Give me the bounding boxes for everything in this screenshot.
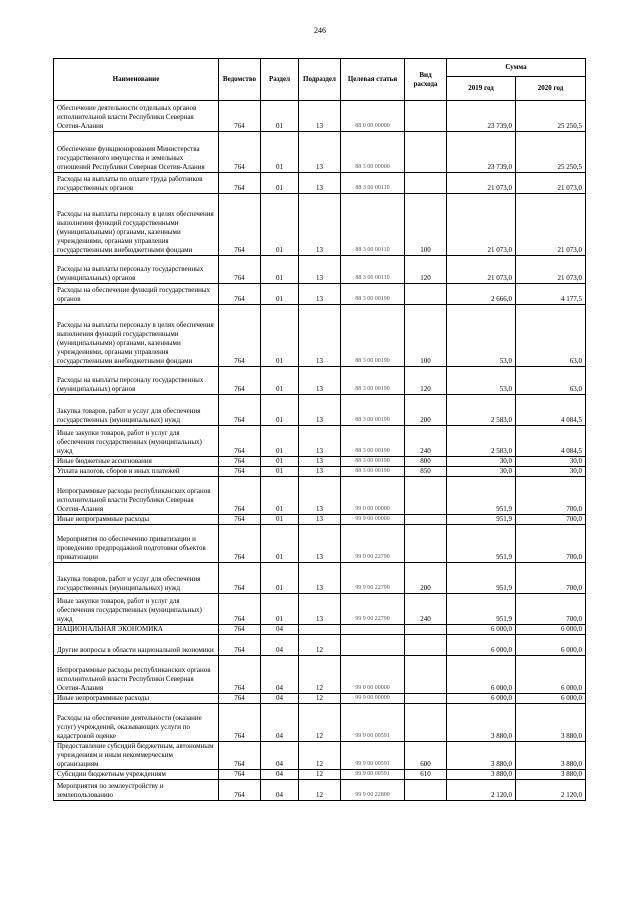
cell-sum-2020: 30,0 bbox=[516, 457, 586, 467]
header-sum: Сумма bbox=[447, 59, 586, 77]
cell-vedomstvo: 764 bbox=[219, 426, 261, 457]
cell-sum-2020: 30,0 bbox=[516, 467, 586, 477]
cell-sum-2019: 951,9 bbox=[447, 525, 516, 563]
cell-expense-type bbox=[405, 477, 447, 515]
cell-vedomstvo: 764 bbox=[219, 173, 261, 194]
cell-target-article: 88 3 00 00110 bbox=[341, 173, 405, 194]
cell-podrazdel: 12 bbox=[299, 742, 341, 770]
cell-razdel: 01 bbox=[261, 525, 299, 563]
cell-vedomstvo: 764 bbox=[219, 594, 261, 625]
cell-expense-type bbox=[405, 635, 447, 656]
cell-vedomstvo: 764 bbox=[219, 563, 261, 594]
cell-name: Субсидии бюджетным учреждениям bbox=[54, 770, 219, 780]
cell-expense-type: 100 bbox=[405, 305, 447, 367]
cell-sum-2020: 4 177,5 bbox=[516, 284, 586, 305]
cell-name: Расходы на обеспечение деятельности (оказание услуг) учреждений, оказывающих услуги по кадастровой оценке bbox=[54, 704, 219, 742]
cell-podrazdel: 12 bbox=[299, 635, 341, 656]
cell-expense-type bbox=[405, 656, 447, 694]
table-row bbox=[54, 284, 586, 305]
cell-sum-2019: 3 880,0 bbox=[447, 770, 516, 780]
cell-expense-type: 200 bbox=[405, 563, 447, 594]
cell-podrazdel: 13 bbox=[299, 284, 341, 305]
cell-target-article: 88 3 00 00190 bbox=[341, 426, 405, 457]
header-target-article: Целевая статья bbox=[341, 59, 405, 101]
cell-razdel: 01 bbox=[261, 563, 299, 594]
cell-name: Расходы на выплаты персоналу в целях обеспечения выполнения функций государственными (муниципальными) органами, казенными учреждениями, органами управления государственными внебюджетными фондами bbox=[54, 305, 219, 367]
cell-sum-2019: 951,9 bbox=[447, 594, 516, 625]
cell-expense-type: 240 bbox=[405, 426, 447, 457]
cell-razdel: 04 bbox=[261, 694, 299, 704]
cell-razdel: 01 bbox=[261, 284, 299, 305]
cell-podrazdel: 13 bbox=[299, 367, 341, 395]
cell-sum-2020: 700,0 bbox=[516, 594, 586, 625]
cell-sum-2019: 6 000,0 bbox=[447, 694, 516, 704]
table-row bbox=[54, 563, 586, 594]
cell-podrazdel: 12 bbox=[299, 656, 341, 694]
cell-name: Обеспечение функционирования Министерства государственного имущества и земельных отношений Республики Северная Осетия-Алания bbox=[54, 132, 219, 173]
cell-sum-2019: 53,0 bbox=[447, 367, 516, 395]
table-row bbox=[54, 101, 586, 132]
cell-sum-2019: 30,0 bbox=[447, 457, 516, 467]
cell-podrazdel: 13 bbox=[299, 101, 341, 132]
cell-target-article: 99 9 00 22790 bbox=[341, 563, 405, 594]
cell-target-article: 88 3 00 00110 bbox=[341, 256, 405, 284]
cell-sum-2019: 6 000,0 bbox=[447, 625, 516, 635]
cell-target-article: 99 9 00 00000 bbox=[341, 694, 405, 704]
cell-expense-type bbox=[405, 625, 447, 635]
cell-vedomstvo: 764 bbox=[219, 625, 261, 635]
cell-razdel: 01 bbox=[261, 367, 299, 395]
cell-expense-type bbox=[405, 780, 447, 801]
cell-razdel: 01 bbox=[261, 194, 299, 256]
page-number: 246 bbox=[314, 26, 326, 35]
header-razdel: Раздел bbox=[261, 59, 299, 101]
table-row bbox=[54, 305, 586, 367]
cell-razdel: 04 bbox=[261, 625, 299, 635]
budget-table bbox=[53, 58, 586, 801]
cell-name: Мероприятия по землеустройству и землепользованию bbox=[54, 780, 219, 801]
cell-sum-2020: 2 120,0 bbox=[516, 780, 586, 801]
cell-sum-2019: 6 000,0 bbox=[447, 656, 516, 694]
cell-name: Расходы на обеспечение функций государственных органов bbox=[54, 284, 219, 305]
header-year-2020: 2020 год bbox=[516, 77, 586, 101]
cell-razdel: 01 bbox=[261, 426, 299, 457]
cell-podrazdel: 13 bbox=[299, 594, 341, 625]
header-name: Наименование bbox=[54, 59, 219, 101]
cell-vedomstvo: 764 bbox=[219, 256, 261, 284]
table-row bbox=[54, 742, 586, 770]
table-row bbox=[54, 515, 586, 525]
table-row bbox=[54, 426, 586, 457]
cell-sum-2019: 2 666,0 bbox=[447, 284, 516, 305]
cell-target-article: 99 9 00 22790 bbox=[341, 594, 405, 625]
cell-sum-2020: 6 000,0 bbox=[516, 635, 586, 656]
cell-expense-type bbox=[405, 525, 447, 563]
cell-sum-2019: 951,9 bbox=[447, 515, 516, 525]
cell-razdel: 04 bbox=[261, 770, 299, 780]
cell-podrazdel bbox=[299, 625, 341, 635]
table-row bbox=[54, 367, 586, 395]
cell-expense-type: 100 bbox=[405, 194, 447, 256]
cell-podrazdel: 12 bbox=[299, 770, 341, 780]
cell-razdel: 01 bbox=[261, 132, 299, 173]
cell-podrazdel: 13 bbox=[299, 515, 341, 525]
cell-target-article: 88 3 00 00110 bbox=[341, 194, 405, 256]
cell-name: Другие вопросы в области национальной экономики bbox=[54, 635, 219, 656]
cell-sum-2019: 30,0 bbox=[447, 467, 516, 477]
header-expense-type: Вид расхода bbox=[405, 59, 447, 101]
cell-name: Предоставление субсидий бюджетным, автономным учреждениям и иным некоммерческим организациям bbox=[54, 742, 219, 770]
cell-sum-2020: 700,0 bbox=[516, 563, 586, 594]
table-row bbox=[54, 525, 586, 563]
cell-sum-2020: 4 084,5 bbox=[516, 395, 586, 426]
cell-sum-2019: 23 739,0 bbox=[447, 101, 516, 132]
cell-target-article: 99 9 00 00591 bbox=[341, 770, 405, 780]
cell-razdel: 01 bbox=[261, 477, 299, 515]
table-body bbox=[54, 101, 586, 801]
cell-sum-2019: 2 583,0 bbox=[447, 395, 516, 426]
cell-sum-2020: 700,0 bbox=[516, 477, 586, 515]
header-podrazdel: Подраздел bbox=[299, 59, 341, 101]
cell-vedomstvo: 764 bbox=[219, 780, 261, 801]
cell-expense-type: 200 bbox=[405, 395, 447, 426]
cell-razdel: 01 bbox=[261, 467, 299, 477]
cell-name: Мероприятия по обеспечению приватизации и проведению предпродажной подготовки объектов приватизации bbox=[54, 525, 219, 563]
cell-target-article: 88 3 00 00190 bbox=[341, 367, 405, 395]
cell-vedomstvo: 764 bbox=[219, 194, 261, 256]
cell-razdel: 04 bbox=[261, 635, 299, 656]
cell-name: НАЦИОНАЛЬНАЯ ЭКОНОМИКА bbox=[54, 625, 219, 635]
table-row bbox=[54, 780, 586, 801]
table-row bbox=[54, 467, 586, 477]
header-vedomstvo: Ведомство bbox=[219, 59, 261, 101]
cell-name: Иные непрограммные расходы bbox=[54, 515, 219, 525]
cell-sum-2020: 4 084,5 bbox=[516, 426, 586, 457]
table-row bbox=[54, 477, 586, 515]
cell-sum-2020: 700,0 bbox=[516, 515, 586, 525]
cell-vedomstvo: 764 bbox=[219, 742, 261, 770]
cell-vedomstvo: 764 bbox=[219, 770, 261, 780]
table-row bbox=[54, 656, 586, 694]
cell-vedomstvo: 764 bbox=[219, 477, 261, 515]
cell-vedomstvo: 764 bbox=[219, 694, 261, 704]
cell-sum-2020: 63,0 bbox=[516, 305, 586, 367]
cell-vedomstvo: 764 bbox=[219, 704, 261, 742]
table-row bbox=[54, 635, 586, 656]
cell-sum-2020: 21 073,0 bbox=[516, 194, 586, 256]
cell-podrazdel: 12 bbox=[299, 780, 341, 801]
header-year-2019: 2019 год bbox=[447, 77, 516, 101]
cell-expense-type bbox=[405, 173, 447, 194]
table-row bbox=[54, 395, 586, 426]
cell-target-article: 99 9 00 00591 bbox=[341, 742, 405, 770]
cell-expense-type: 120 bbox=[405, 256, 447, 284]
cell-podrazdel: 12 bbox=[299, 704, 341, 742]
cell-sum-2019: 21 073,0 bbox=[447, 173, 516, 194]
cell-razdel: 01 bbox=[261, 515, 299, 525]
cell-podrazdel: 13 bbox=[299, 194, 341, 256]
cell-sum-2019: 21 073,0 bbox=[447, 256, 516, 284]
cell-name: Иные закупки товаров, работ и услуг для обеспечения государственных (муниципальных) нужд bbox=[54, 426, 219, 457]
cell-sum-2019: 6 000,0 bbox=[447, 635, 516, 656]
cell-target-article: 88 0 00 00000 bbox=[341, 101, 405, 132]
cell-podrazdel: 13 bbox=[299, 457, 341, 467]
cell-target-article: 99 9 00 00000 bbox=[341, 515, 405, 525]
cell-vedomstvo: 764 bbox=[219, 515, 261, 525]
cell-expense-type bbox=[405, 284, 447, 305]
cell-sum-2019: 21 073,0 bbox=[447, 194, 516, 256]
cell-sum-2020: 700,0 bbox=[516, 525, 586, 563]
cell-vedomstvo: 764 bbox=[219, 305, 261, 367]
table-row bbox=[54, 132, 586, 173]
cell-sum-2020: 21 073,0 bbox=[516, 173, 586, 194]
cell-name: Закупка товаров, работ и услуг для обеспечения государственных (муниципальных) нужд bbox=[54, 395, 219, 426]
cell-name: Непрограммные расходы республиканских органов исполнительной власти Республики Северная Осетия-Алания bbox=[54, 656, 219, 694]
cell-razdel: 04 bbox=[261, 656, 299, 694]
cell-razdel: 04 bbox=[261, 704, 299, 742]
cell-expense-type bbox=[405, 694, 447, 704]
cell-sum-2019: 951,9 bbox=[447, 563, 516, 594]
cell-target-article: 88 3 00 00190 bbox=[341, 467, 405, 477]
cell-target-article: 88 3 00 00190 bbox=[341, 305, 405, 367]
cell-expense-type bbox=[405, 101, 447, 132]
cell-vedomstvo: 764 bbox=[219, 367, 261, 395]
cell-razdel: 01 bbox=[261, 395, 299, 426]
table-row bbox=[54, 173, 586, 194]
cell-name: Уплата налогов, сборов и иных платежей bbox=[54, 467, 219, 477]
table-row bbox=[54, 625, 586, 635]
cell-podrazdel: 13 bbox=[299, 132, 341, 173]
cell-target-article bbox=[341, 625, 405, 635]
cell-sum-2020: 3 880,0 bbox=[516, 704, 586, 742]
cell-target-article bbox=[341, 635, 405, 656]
table-row bbox=[54, 704, 586, 742]
cell-podrazdel: 13 bbox=[299, 563, 341, 594]
cell-podrazdel: 13 bbox=[299, 426, 341, 457]
cell-name: Расходы на выплаты персоналу государственных (муниципальных) органов bbox=[54, 256, 219, 284]
cell-sum-2019: 3 880,0 bbox=[447, 704, 516, 742]
cell-expense-type: 600 bbox=[405, 742, 447, 770]
cell-razdel: 01 bbox=[261, 173, 299, 194]
cell-name: Расходы на выплаты персоналу государственных (муниципальных) органов bbox=[54, 367, 219, 395]
cell-razdel: 01 bbox=[261, 457, 299, 467]
cell-expense-type bbox=[405, 704, 447, 742]
cell-sum-2019: 3 880,0 bbox=[447, 742, 516, 770]
cell-expense-type: 610 bbox=[405, 770, 447, 780]
cell-razdel: 04 bbox=[261, 742, 299, 770]
cell-sum-2019: 53,0 bbox=[447, 305, 516, 367]
cell-sum-2020: 21 073,0 bbox=[516, 256, 586, 284]
cell-razdel: 04 bbox=[261, 780, 299, 801]
cell-podrazdel: 13 bbox=[299, 173, 341, 194]
table-row bbox=[54, 694, 586, 704]
cell-name: Обеспечение деятельности отдельных органов исполнительной власти Республики Северная Осетия-Алания bbox=[54, 101, 219, 132]
cell-podrazdel: 13 bbox=[299, 467, 341, 477]
cell-vedomstvo: 764 bbox=[219, 101, 261, 132]
cell-sum-2019: 951,9 bbox=[447, 477, 516, 515]
cell-sum-2020: 25 250,5 bbox=[516, 132, 586, 173]
cell-name: Иные непрограммные расходы bbox=[54, 694, 219, 704]
cell-sum-2020: 25 250,5 bbox=[516, 101, 586, 132]
cell-vedomstvo: 764 bbox=[219, 284, 261, 305]
table-row bbox=[54, 594, 586, 625]
cell-vedomstvo: 764 bbox=[219, 467, 261, 477]
cell-sum-2020: 3 880,0 bbox=[516, 770, 586, 780]
cell-sum-2020: 6 000,0 bbox=[516, 694, 586, 704]
cell-sum-2019: 23 739,0 bbox=[447, 132, 516, 173]
cell-target-article: 99 9 00 22800 bbox=[341, 780, 405, 801]
cell-name: Расходы на выплаты персоналу в целях обеспечения выполнения функций государственными (муниципальными) органами, казенными учреждениями, органами управления государственными внебюджетными фондами bbox=[54, 194, 219, 256]
cell-target-article: 99 0 00 00000 bbox=[341, 656, 405, 694]
cell-razdel: 01 bbox=[261, 256, 299, 284]
cell-vedomstvo: 764 bbox=[219, 132, 261, 173]
cell-expense-type: 800 bbox=[405, 457, 447, 467]
cell-name: Иные закупки товаров, работ и услуг для обеспечения государственных (муниципальных) нужд bbox=[54, 594, 219, 625]
cell-podrazdel: 13 bbox=[299, 395, 341, 426]
cell-podrazdel: 13 bbox=[299, 305, 341, 367]
cell-sum-2020: 63,0 bbox=[516, 367, 586, 395]
cell-vedomstvo: 764 bbox=[219, 656, 261, 694]
cell-name: Иные бюджетные ассигнования bbox=[54, 457, 219, 467]
cell-podrazdel: 13 bbox=[299, 525, 341, 563]
cell-target-article: 88 3 00 00190 bbox=[341, 395, 405, 426]
cell-target-article: 99 9 00 00591 bbox=[341, 704, 405, 742]
cell-sum-2020: 6 000,0 bbox=[516, 656, 586, 694]
cell-name: Закупка товаров, работ и услуг для обеспечения государственных (муниципальных) нужд bbox=[54, 563, 219, 594]
cell-expense-type bbox=[405, 515, 447, 525]
cell-sum-2020: 3 880,0 bbox=[516, 742, 586, 770]
cell-razdel: 01 bbox=[261, 594, 299, 625]
cell-expense-type: 120 bbox=[405, 367, 447, 395]
cell-podrazdel: 13 bbox=[299, 256, 341, 284]
cell-sum-2020: 6 000,0 bbox=[516, 625, 586, 635]
cell-expense-type: 240 bbox=[405, 594, 447, 625]
cell-name: Непрограммные расходы республиканских органов исполнительной власти Республики Северная Осетия-Алания bbox=[54, 477, 219, 515]
cell-target-article: 88 3 00 00000 bbox=[341, 132, 405, 173]
cell-podrazdel: 13 bbox=[299, 477, 341, 515]
cell-name: Расходы на выплаты по оплате труда работников государственных органов bbox=[54, 173, 219, 194]
table-row bbox=[54, 256, 586, 284]
table-row bbox=[54, 770, 586, 780]
cell-target-article: 99 0 00 00000 bbox=[341, 477, 405, 515]
cell-sum-2019: 2 120,0 bbox=[447, 780, 516, 801]
cell-vedomstvo: 764 bbox=[219, 635, 261, 656]
cell-podrazdel: 12 bbox=[299, 694, 341, 704]
cell-expense-type bbox=[405, 132, 447, 173]
cell-target-article: 99 9 00 22790 bbox=[341, 525, 405, 563]
cell-vedomstvo: 764 bbox=[219, 457, 261, 467]
table-row bbox=[54, 457, 586, 467]
cell-razdel: 01 bbox=[261, 101, 299, 132]
cell-target-article: 88 3 00 00190 bbox=[341, 284, 405, 305]
cell-vedomstvo: 764 bbox=[219, 395, 261, 426]
cell-vedomstvo: 764 bbox=[219, 525, 261, 563]
cell-target-article: 88 3 00 00190 bbox=[341, 457, 405, 467]
cell-razdel: 01 bbox=[261, 305, 299, 367]
cell-expense-type: 850 bbox=[405, 467, 447, 477]
table-row bbox=[54, 194, 586, 256]
cell-sum-2019: 2 583,0 bbox=[447, 426, 516, 457]
